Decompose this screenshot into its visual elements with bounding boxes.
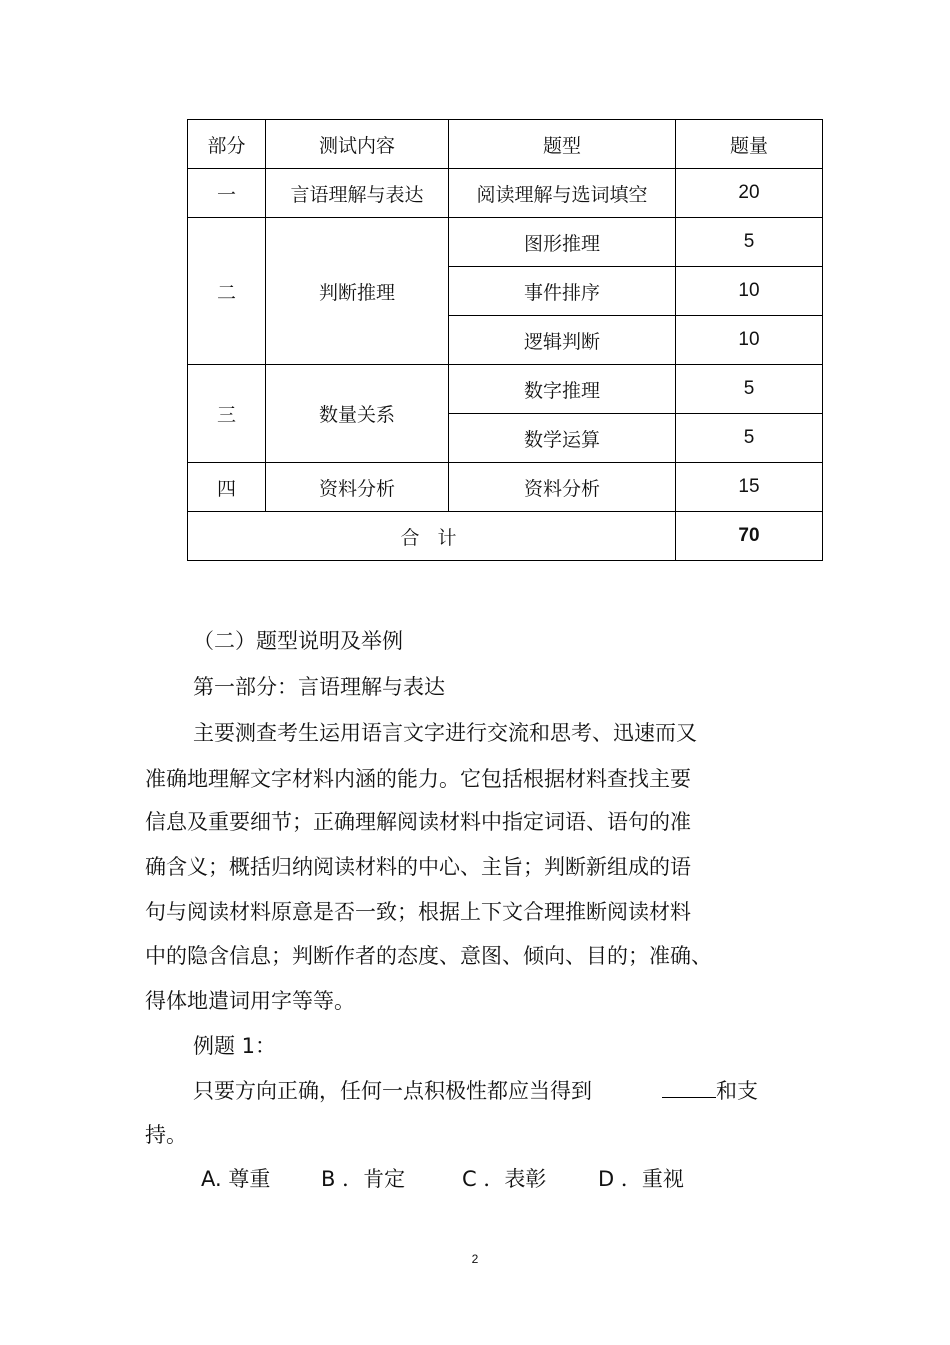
table-total-row — [188, 512, 823, 561]
row-part: 一 — [188, 169, 266, 218]
question-text — [193, 1075, 758, 1105]
paragraph-line: 主要测查考生运用语言文字进行交流和思考、迅速而又 — [193, 721, 697, 745]
paragraph-line: 句与阅读材料原意是否一致；根据上下文合理推断阅读材料 — [145, 900, 691, 924]
table-row — [188, 218, 823, 267]
row-content: 数量关系 — [266, 365, 449, 463]
option-a: A. 尊重 — [201, 1167, 271, 1191]
answer-blank — [662, 1075, 716, 1098]
row-type: 数字推理 — [449, 365, 676, 414]
answer-options — [201, 1163, 684, 1193]
table-row — [188, 169, 823, 218]
row-type: 事件排序 — [449, 267, 676, 316]
row-type: 资料分析 — [449, 463, 676, 512]
question-continuation: 持。 — [145, 1123, 187, 1147]
paragraph-line: 得体地遣词用字等等。 — [145, 989, 355, 1013]
row-type: 阅读理解与选词填空 — [449, 169, 676, 218]
row-count: 5 — [676, 218, 823, 267]
row-part: 二 — [188, 218, 266, 365]
table-row — [188, 365, 823, 414]
row-count: 5 — [676, 414, 823, 463]
total-label: 合 计 — [188, 512, 676, 561]
header-content: 测试内容 — [266, 120, 449, 169]
paragraph-line: 准确地理解文字材料内涵的能力。它包括根据材料查找主要 — [145, 767, 691, 791]
row-type: 图形推理 — [449, 218, 676, 267]
row-part: 三 — [188, 365, 266, 463]
example-label: 例题 1： — [193, 1034, 277, 1058]
header-count: 题量 — [676, 120, 823, 169]
row-part: 四 — [188, 463, 266, 512]
page-number: 2 — [471, 1252, 479, 1266]
row-content: 判断推理 — [266, 218, 449, 365]
row-content: 资料分析 — [266, 463, 449, 512]
row-type: 数学运算 — [449, 414, 676, 463]
option-b: B ．肯定 — [321, 1167, 406, 1191]
option-c: C ．表彰 — [462, 1167, 547, 1191]
table-row — [188, 463, 823, 512]
row-count: 20 — [676, 169, 823, 218]
total-value: 70 — [676, 512, 823, 561]
header-part: 部分 — [188, 120, 266, 169]
exam-structure-table — [187, 119, 823, 561]
section-title: （二）题型说明及举例 — [193, 629, 403, 653]
paragraph-line: 信息及重要细节；正确理解阅读材料中指定词语、语句的准 — [145, 810, 691, 834]
question-text-after: 和支 — [716, 1079, 758, 1103]
part-title: 第一部分：言语理解与表达 — [193, 675, 445, 699]
row-count: 10 — [676, 267, 823, 316]
row-count: 10 — [676, 316, 823, 365]
row-type: 逻辑判断 — [449, 316, 676, 365]
question-text-before: 只要方向正确，任何一点积极性都应当得到 — [193, 1079, 592, 1103]
table-header-row — [188, 120, 823, 169]
option-d: D ．重视 — [598, 1167, 684, 1191]
paragraph-line: 中的隐含信息；判断作者的态度、意图、倾向、目的；准确、 — [145, 944, 712, 968]
row-count: 5 — [676, 365, 823, 414]
row-content: 言语理解与表达 — [266, 169, 449, 218]
row-count: 15 — [676, 463, 823, 512]
paragraph-line: 确含义；概括归纳阅读材料的中心、主旨；判断新组成的语 — [145, 855, 691, 879]
header-type: 题型 — [449, 120, 676, 169]
